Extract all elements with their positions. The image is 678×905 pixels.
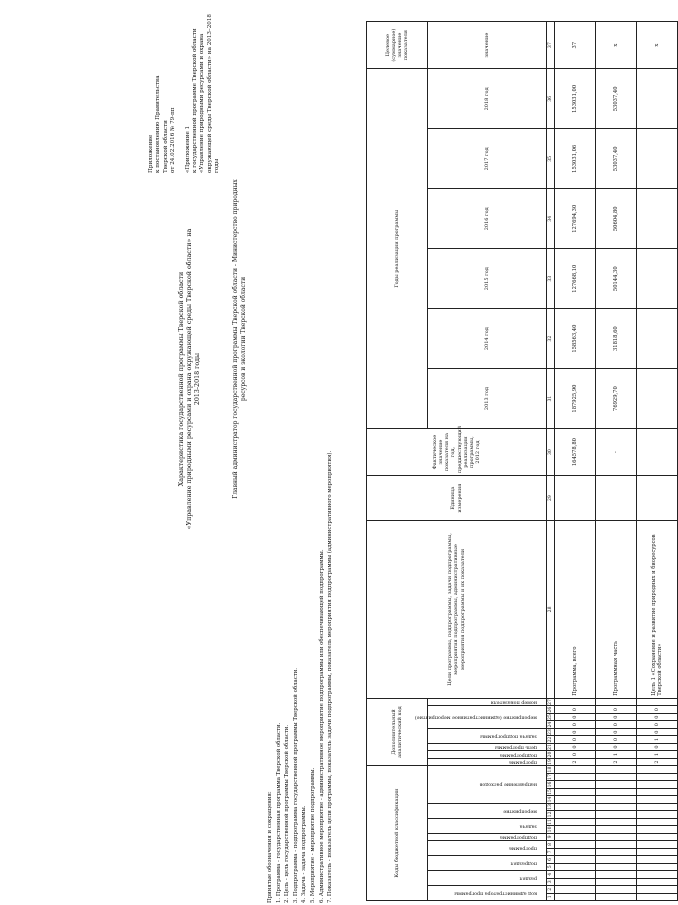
column-number: 15 xyxy=(548,789,553,795)
name-column-header: Цели программы, подпрограммы, задачи подпрограммы, мероприятия подпрограммы, административные мероприятия подпрограммы и их показатели xyxy=(367,521,547,699)
budget-code-cell xyxy=(555,886,596,893)
row-unit xyxy=(555,476,596,521)
budget-code-cell xyxy=(637,781,678,788)
analytic-code-cell: 0 xyxy=(555,706,596,713)
budget-code-cell xyxy=(555,788,596,795)
budget-code-cell xyxy=(555,848,596,855)
budget-code-cell xyxy=(596,788,637,795)
budget-code-cell xyxy=(637,826,678,833)
analytic-code-cell: 1 xyxy=(637,736,678,743)
analytic-code-cell: 0 xyxy=(555,743,596,750)
appendix-line: годы xyxy=(214,158,221,173)
row-fact-2012 xyxy=(637,429,678,476)
column-number: 8 xyxy=(547,841,555,848)
analytic-code-cell: 2 xyxy=(555,758,596,765)
budget-code-cell xyxy=(555,781,596,788)
abbreviations-notes xyxy=(266,451,335,903)
analytic-col-label: задача подпрограммы xyxy=(480,733,537,739)
budget-code-cell xyxy=(555,818,596,825)
analytic-code-cell: 1 xyxy=(596,751,637,758)
row-year-value: 50144,30 xyxy=(596,249,637,309)
column-number: 7 xyxy=(547,848,555,855)
budget-col-subprogram xyxy=(428,833,547,840)
years-group-header: Годы реализации программы xyxy=(367,69,428,429)
title-line-2: «Управление природными ресурсами и охрана окружающей среды Тверской области» на xyxy=(186,228,193,530)
analytic-code-cell xyxy=(555,698,596,706)
column-number: 14 xyxy=(548,796,553,803)
fact-column-header: Фактическое значение показателя на год, предшествующий реализации программы, 2012 год xyxy=(367,429,547,476)
budget-code-cell xyxy=(637,833,678,840)
column-number: 36 xyxy=(547,69,555,129)
row-target-value: х xyxy=(637,22,678,69)
note-line: 4. Задача - задача подпрограммы. xyxy=(301,805,308,903)
analytic-code-cell: 0 xyxy=(555,728,596,735)
budget-code-cell xyxy=(596,766,637,774)
analytic-col-label: номер показателя xyxy=(490,699,537,705)
chief-administrator xyxy=(232,129,248,549)
column-number: 23 xyxy=(548,729,553,736)
year-header: 2018 год xyxy=(428,69,547,129)
note-line: 3. Подпрограмма - подпрограмма государственной программы Тверской области. xyxy=(292,667,299,903)
budget-code-cell xyxy=(555,811,596,818)
budget-col-program xyxy=(428,841,547,856)
budget-col-expenditure xyxy=(428,766,547,803)
budget-code-cell xyxy=(555,871,596,878)
column-number: 33 xyxy=(547,249,555,309)
appendix-block xyxy=(148,3,222,173)
budget-col-label: задача xyxy=(519,823,537,829)
table-row xyxy=(555,22,596,901)
table-row xyxy=(596,22,637,901)
row-unit xyxy=(637,476,678,521)
unit-column-header: Единица измерения xyxy=(367,476,547,521)
analytic-code-cell xyxy=(637,698,678,706)
row-target-value: х xyxy=(596,22,637,69)
analytic-code-cell: 0 xyxy=(637,721,678,728)
appendix-line: «Управление природными ресурсами и охрана xyxy=(199,33,206,173)
note-line: 2. Цель - цель государственной программы Тверской области. xyxy=(284,724,291,903)
column-number: 30 xyxy=(547,429,555,476)
budget-col-label: раздел xyxy=(519,875,537,881)
budget-col-admin xyxy=(428,886,547,901)
column-number: 3 xyxy=(547,878,555,885)
column-number: 17 xyxy=(548,774,553,780)
analytic-code-cell: 0 xyxy=(555,713,596,720)
appendix-line: окружающей среды Тверской области» на 2013–2018 xyxy=(206,14,213,173)
program-characteristics-table xyxy=(366,21,678,901)
budget-code-cell xyxy=(596,796,637,803)
column-numbers-row xyxy=(547,22,555,901)
budget-code-cell xyxy=(637,863,678,870)
column-number: 10 xyxy=(548,826,553,833)
budget-code-cell xyxy=(637,878,678,885)
budget-code-cell xyxy=(555,878,596,885)
column-number: 2 xyxy=(547,886,555,893)
analytic-col xyxy=(428,698,547,706)
analytic-col xyxy=(428,743,547,750)
note-line: 7. Показатель - показатель цели программы, показатель задачи подпрограммы, показатель мероприятия подпрограммы (административного мероприятия). xyxy=(327,450,334,903)
budget-col-label: мероприятие xyxy=(503,808,537,814)
column-number: 20 xyxy=(548,751,553,758)
budget-code-cell xyxy=(637,856,678,863)
budget-code-cell xyxy=(555,796,596,803)
budget-code-cell xyxy=(555,833,596,840)
year-header: 2016 год xyxy=(428,189,547,249)
budget-col-label: направление расходов xyxy=(479,781,537,787)
budget-col-label: подраздел xyxy=(510,860,537,866)
budget-code-cell xyxy=(555,863,596,870)
row-year-value xyxy=(637,309,678,369)
row-unit xyxy=(596,476,637,521)
appendix-line: к постановлению Правительства xyxy=(155,75,162,173)
analytic-col-label: цель программы xyxy=(495,744,537,750)
row-year-value xyxy=(637,369,678,429)
budget-code-cell xyxy=(555,766,596,774)
analytic-code-cell: 0 xyxy=(555,751,596,758)
budget-code-cell xyxy=(596,893,637,900)
analytic-col xyxy=(428,728,547,743)
column-number: 9 xyxy=(547,833,555,840)
budget-code-cell xyxy=(596,781,637,788)
year-header: 2015 год xyxy=(428,249,547,309)
appendix-line: к государственной программе Тверской области xyxy=(192,28,199,173)
document-title xyxy=(178,209,202,549)
budget-code-cell xyxy=(596,833,637,840)
column-number: 21 xyxy=(548,744,553,750)
budget-codes-group-header: Коды бюджетной классификации xyxy=(367,766,428,901)
column-number: 32 xyxy=(547,309,555,369)
analytic-code-cell: 0 xyxy=(596,706,637,713)
budget-code-cell xyxy=(637,871,678,878)
appendix-line xyxy=(178,3,185,173)
budget-col-section xyxy=(428,871,547,886)
budget-code-cell xyxy=(555,803,596,810)
row-year-value xyxy=(637,189,678,249)
budget-code-cell xyxy=(555,841,596,848)
target-column-header: Целевое (суммарное) значение показателя xyxy=(367,22,428,69)
budget-code-cell xyxy=(596,878,637,885)
budget-code-cell xyxy=(596,886,637,893)
budget-code-cell xyxy=(637,788,678,795)
analytic-col xyxy=(428,758,547,765)
budget-code-cell xyxy=(555,893,596,900)
column-number: 34 xyxy=(547,189,555,249)
appendix-line: «Приложение 1 xyxy=(184,125,191,173)
target-value-header: значение xyxy=(428,22,547,69)
row-year-value: 76929,70 xyxy=(596,369,637,429)
column-number: 5 xyxy=(547,863,555,870)
budget-code-cell xyxy=(596,818,637,825)
year-header: 2013 год xyxy=(428,369,547,429)
column-number: 31 xyxy=(547,369,555,429)
column-number: 22 xyxy=(548,736,553,743)
note-line: 1. Программа - государственная программа Тверской области. xyxy=(275,722,282,903)
row-year-value: 53037,40 xyxy=(596,129,637,189)
title-line-1: Характеристика государственной программы Тверской области xyxy=(178,271,185,487)
admin-line-2: ресурсов и экологии Тверской области xyxy=(240,276,247,402)
appendix-line: Тверской области xyxy=(162,120,169,173)
analytic-code-cell xyxy=(596,698,637,706)
analytic-col-label: подпрограмма xyxy=(500,752,537,758)
budget-code-cell xyxy=(555,773,596,780)
row-year-value: 187925,90 xyxy=(555,369,596,429)
row-year-value: 158563,40 xyxy=(555,309,596,369)
column-number: 13 xyxy=(548,804,553,810)
year-header: 2017 год xyxy=(428,129,547,189)
budget-code-cell xyxy=(637,848,678,855)
budget-col-measure xyxy=(428,803,547,818)
table-row xyxy=(637,22,678,901)
appendix-line: от 24.02.2016 № 79-пп xyxy=(170,107,177,173)
budget-code-cell xyxy=(637,893,678,900)
budget-code-cell xyxy=(637,811,678,818)
title-line-3: 2013-2018 годы xyxy=(194,352,201,406)
column-number: 4 xyxy=(547,871,555,878)
row-fact-2012: 164578,80 xyxy=(555,429,596,476)
row-target-value: 37 xyxy=(555,22,596,69)
budget-code-cell xyxy=(637,841,678,848)
row-year-value xyxy=(637,129,678,189)
budget-col-task xyxy=(428,818,547,833)
column-number: 29 xyxy=(547,476,555,521)
analytic-code-cell: 0 xyxy=(637,713,678,720)
budget-code-cell xyxy=(637,818,678,825)
column-number: 1 xyxy=(547,893,555,900)
column-number: 12 xyxy=(548,811,553,818)
budget-code-cell xyxy=(637,803,678,810)
year-header: 2014 год xyxy=(428,309,547,369)
note-line: 6. Административное мероприятие - административное мероприятие подпрограммы или обеспечивающей подпрограммы. xyxy=(318,549,325,903)
budget-code-cell xyxy=(596,811,637,818)
analytic-col-label: мероприятие (административное мероприятие) xyxy=(414,714,537,720)
column-number: 26 xyxy=(548,706,553,713)
analytic-code-cell: 0 xyxy=(596,736,637,743)
analytic-col xyxy=(428,751,547,758)
analytic-col-label: программа xyxy=(509,759,537,765)
budget-code-cell xyxy=(596,803,637,810)
appendix-line: Приложение xyxy=(148,134,154,173)
column-number: 19 xyxy=(548,759,553,765)
budget-code-cell xyxy=(637,773,678,780)
row-year-value: 50604,80 xyxy=(596,189,637,249)
budget-code-cell xyxy=(596,856,637,863)
analytic-code-cell: 0 xyxy=(637,728,678,735)
admin-line-1: Главный администратор государственной программы Тверской области - Министерство природных xyxy=(232,179,239,499)
column-number: 11 xyxy=(548,818,553,825)
column-number: 27 xyxy=(548,699,553,706)
budget-code-cell xyxy=(555,856,596,863)
row-year-value: 127694,30 xyxy=(555,189,596,249)
column-number: 37 xyxy=(547,22,555,69)
note-line: 5. Мероприятие - мероприятие подпрограммы. xyxy=(309,767,316,903)
analytic-code-cell: 0 xyxy=(596,728,637,735)
column-number: 6 xyxy=(547,856,555,863)
analytic-code-cell: 0 xyxy=(555,721,596,728)
budget-code-cell xyxy=(596,848,637,855)
row-year-value: 153031,00 xyxy=(555,69,596,129)
budget-code-cell xyxy=(555,826,596,833)
row-fact-2012: - xyxy=(596,429,637,476)
budget-col-label: подпрограмма xyxy=(500,834,537,840)
budget-code-cell xyxy=(637,766,678,774)
column-number: 18 xyxy=(548,766,553,773)
row-year-value: 153031,06 xyxy=(555,129,596,189)
budget-code-cell xyxy=(637,796,678,803)
budget-code-cell xyxy=(596,773,637,780)
analytic-code-group-header: Дополнительный аналитический код xyxy=(367,698,428,766)
note-line: Принятые обозначения и сокращения: xyxy=(267,791,273,903)
analytic-code-cell: 0 xyxy=(596,743,637,750)
budget-code-cell xyxy=(596,841,637,848)
column-number: 24 xyxy=(548,721,553,728)
row-name: Программа, всего xyxy=(555,521,596,699)
budget-code-cell xyxy=(596,826,637,833)
analytic-code-cell: 0 xyxy=(637,743,678,750)
column-number: 16 xyxy=(548,781,553,788)
row-year-value xyxy=(637,69,678,129)
analytic-code-cell: 0 xyxy=(637,706,678,713)
row-year-value: 127668,10 xyxy=(555,249,596,309)
row-name: Цель 1 «Сохранение и развитие природных и биоресурсов Тверской области» xyxy=(637,521,678,699)
analytic-code-cell: 2 xyxy=(596,758,637,765)
analytic-col xyxy=(414,706,547,728)
table-body xyxy=(555,22,678,901)
budget-code-cell xyxy=(637,886,678,893)
column-number: 25 xyxy=(548,714,553,721)
column-number: 35 xyxy=(547,129,555,189)
column-number: 28 xyxy=(547,521,555,699)
row-name: Программная часть xyxy=(596,521,637,699)
analytic-code-cell: 2 xyxy=(637,758,678,765)
analytic-code-cell: 0 xyxy=(555,736,596,743)
analytic-code-cell: 0 xyxy=(596,721,637,728)
budget-code-cell xyxy=(596,863,637,870)
budget-col-label: код администратора программы xyxy=(454,890,537,896)
analytic-code-cell: 0 xyxy=(596,713,637,720)
budget-code-cell xyxy=(596,871,637,878)
budget-col-subsection xyxy=(428,856,547,871)
analytic-code-cell: 1 xyxy=(637,751,678,758)
row-year-value: 53037,40 xyxy=(596,69,637,129)
row-year-value xyxy=(637,249,678,309)
row-year-value: 31818,60 xyxy=(596,309,637,369)
budget-col-label: программа xyxy=(509,845,537,851)
